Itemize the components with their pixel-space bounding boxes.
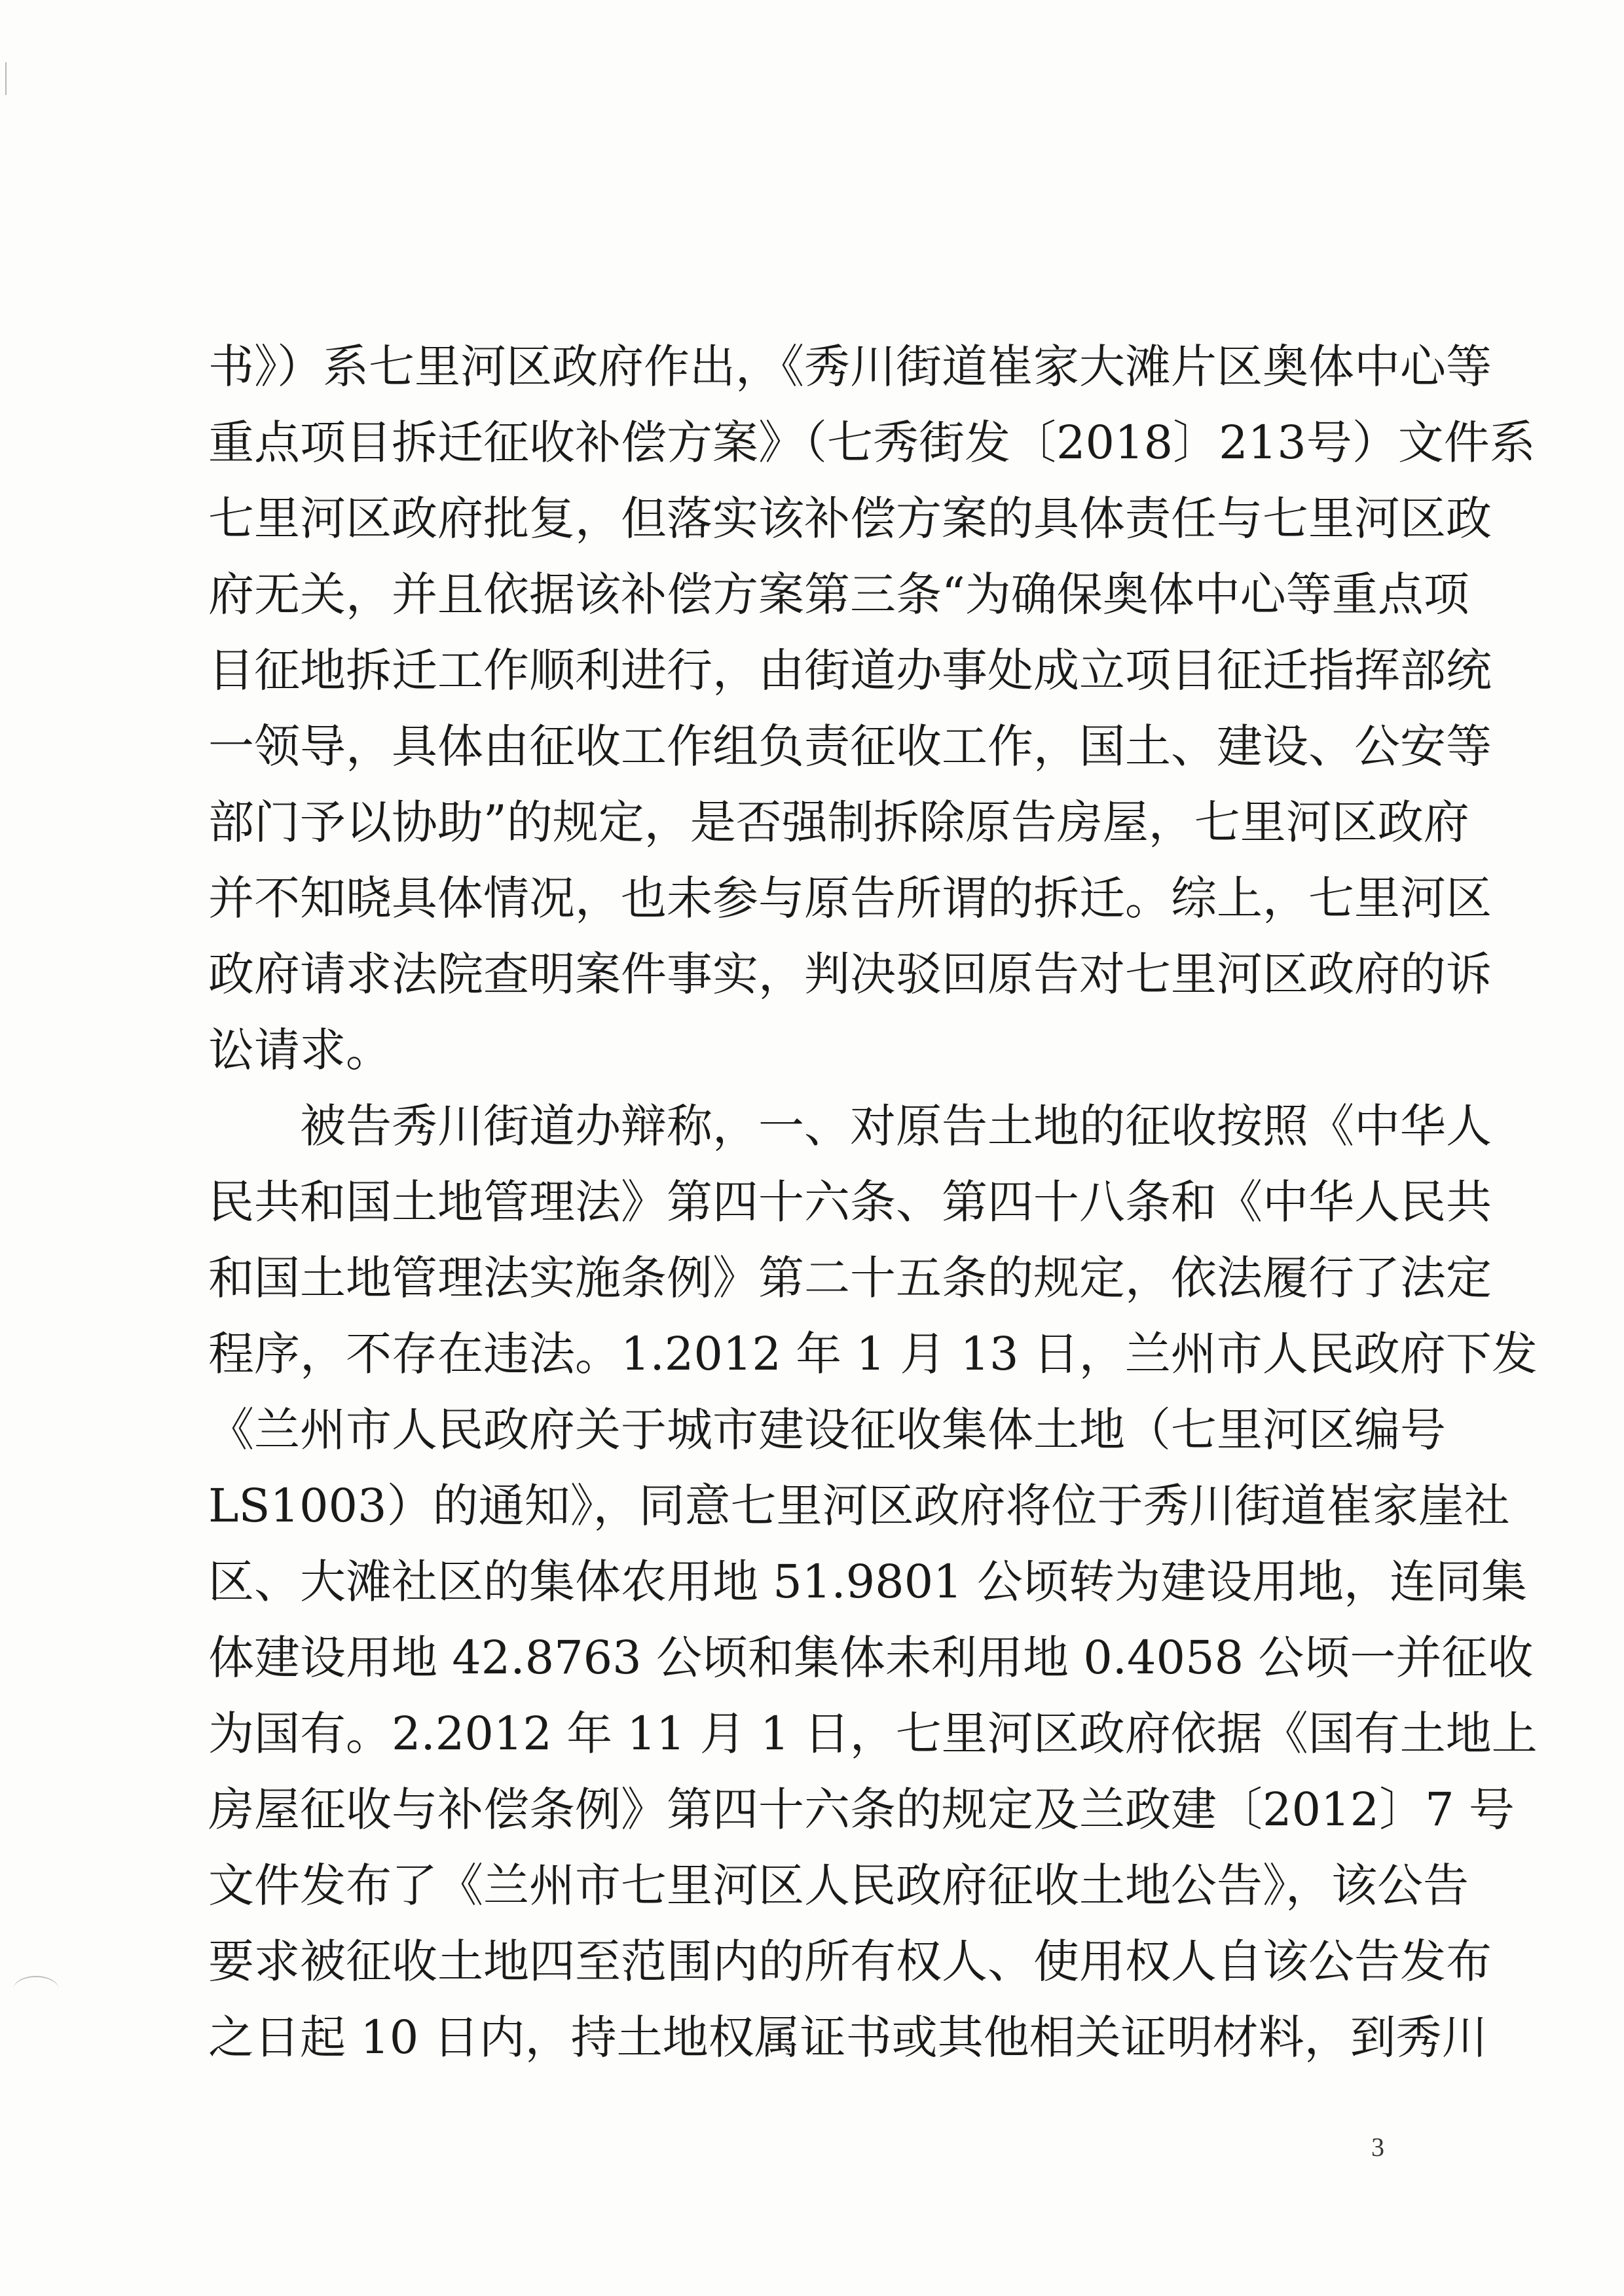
text-line: 部门予以协助”的规定，是否强制拆除原告房屋，七里河区政府 xyxy=(208,795,1469,849)
text-line: 文件发布了《兰州市七里河区人民政府征收土地公告》，该公告 xyxy=(208,1859,1469,1912)
text-line: 并不知晓具体情况，也未参与原告所谓的拆迁。综上，七里河区 xyxy=(208,871,1492,925)
text-line: 房屋征收与补偿条例》第四十六条的规定及兰政建〔2012〕7 号 xyxy=(208,1783,1515,1836)
text-line: 讼请求。 xyxy=(208,1023,392,1077)
text-line: 程序，不存在违法。1.2012 年 1 月 13 日，兰州市人民政府下发 xyxy=(208,1327,1538,1381)
text-line: 七里河区政府批复，但落实该补偿方案的具体责任与七里河区政 xyxy=(208,492,1492,545)
page-number: 3 xyxy=(1371,2132,1384,2162)
text-line: 被告秀川街道办辩称，一、对原告土地的征收按照《中华人 xyxy=(208,1099,1492,1153)
text-line: 一领导，具体由征收工作组负责征收工作，国土、建设、公安等 xyxy=(208,720,1492,773)
text-line: 和国土地管理法实施条例》第二十五条的规定，依法履行了法定 xyxy=(208,1251,1492,1305)
text-line: 要求被征收土地四至范围内的所有权人、使用权人自该公告发布 xyxy=(208,1935,1492,1988)
text-line: 府无关，并且依据该补偿方案第三条“为确保奥体中心等重点项 xyxy=(208,568,1469,621)
text-line: 目征地拆迁工作顺利进行，由街道办事处成立项目征迁指挥部统 xyxy=(208,644,1492,697)
text-line: 民共和国土地管理法》第四十六条、第四十八条和《中华人民共 xyxy=(208,1175,1492,1229)
scan-mark xyxy=(13,1976,59,2003)
text-line: 区、大滩社区的集体农用地 51.9801 公顷转为建设用地，连同集 xyxy=(208,1555,1527,1609)
text-line: 体建设用地 42.8763 公顷和集体未利用地 0.4058 公顷一并征收 xyxy=(208,1631,1534,1685)
scan-mark xyxy=(5,62,10,95)
text-line: 政府请求法院查明案件事实，判决驳回原告对七里河区政府的诉 xyxy=(208,947,1492,1001)
body-text xyxy=(208,329,1538,2075)
text-line: 之日起 10 日内，持土地权属证书或其他相关证明材料，到秀川 xyxy=(208,2011,1488,2064)
text-line: 《兰州市人民政府关于城市建设征收集体土地（七里河区编号 xyxy=(208,1403,1446,1457)
text-line: 重点项目拆迁征收补偿方案》（七秀街发〔2018〕213号）文件系 xyxy=(208,416,1536,469)
text-line: LS1003）的通知》，同意七里河区政府将位于秀川街道崔家崖社 xyxy=(208,1479,1510,1533)
text-line: 书》）系七里河区政府作出，《秀川街道崔家大滩片区奥体中心等 xyxy=(208,340,1492,393)
text-line: 为国有。2.2012 年 11 月 1 日，七里河区政府依据《国有土地上 xyxy=(208,1707,1538,1760)
